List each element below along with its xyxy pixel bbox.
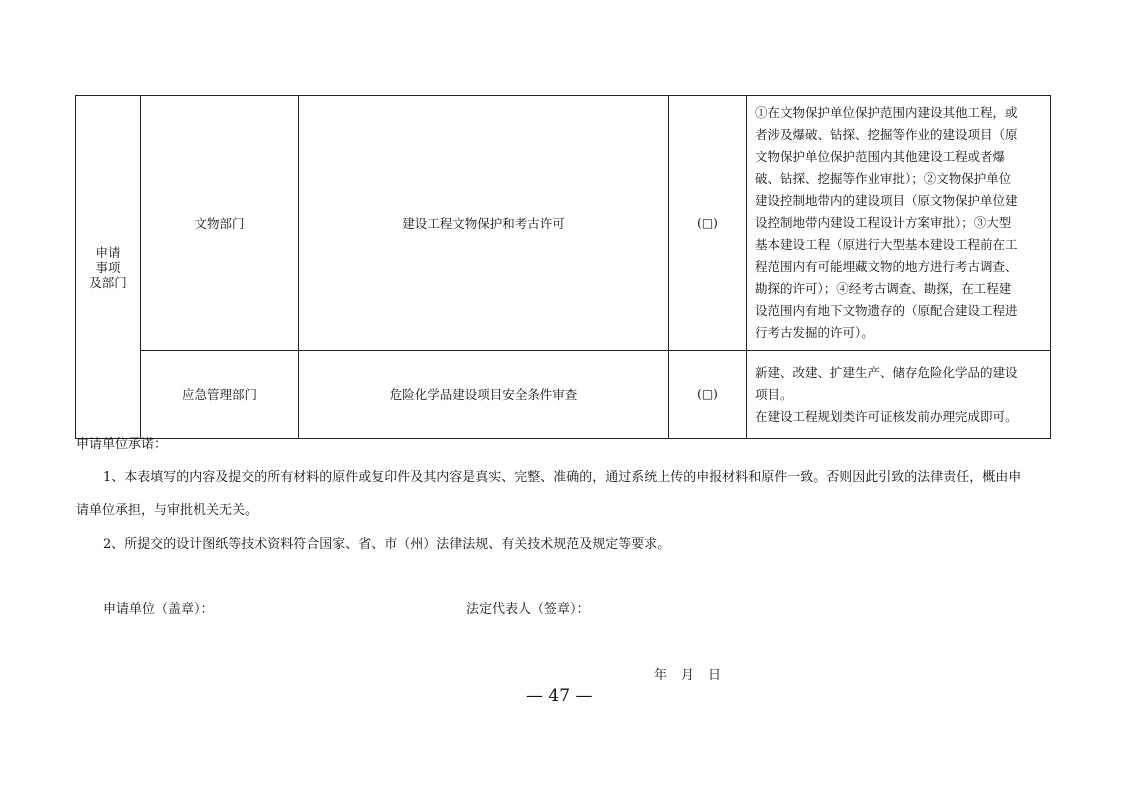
category-line: 事项 [95,259,121,275]
description-line: 设范围内有地下文物遗存的（原配合建设工程进 [755,303,1018,318]
description-line: 项目。 [755,386,793,402]
table-row [76,351,1051,439]
description-cell [747,351,1051,439]
applicant-seal-label: 申请单位（盖章）： [103,602,214,617]
checkbox[interactable]: (□) [669,351,747,439]
description-line: 勘探的许可）；④经考古调查、勘探，在工程建 [755,281,1012,296]
application-table [75,95,1051,439]
day-label: 日 [708,668,722,683]
description-line: 基本建设工程（原进行大型基本建设工程前在工 [755,237,1018,252]
item-cell: 危险化学品建设项目安全条件审查 [299,351,669,439]
description-line: 破、钻探、挖掘等作业审批）；②文物保护单位 [755,171,1012,186]
description-line: 行考古发掘的许可）。 [755,325,874,340]
page-number: — 47 — [526,686,593,706]
table-row [76,96,1051,351]
category-line: 及部门 [89,274,127,290]
commitment-title: 申请单位承诺： [76,437,168,452]
department-cell: 文物部门 [141,96,299,351]
description-line: 文物保护单位保护范围内其他建设工程或者爆 [755,149,1006,164]
description-cell [747,96,1051,351]
description-line: 新建、改建、扩建生产、储存危险化学品的建设 [755,364,1018,380]
legal-representative-label: 法定代表人（签章）： [466,602,590,617]
description-line: ①在文物保护单位保护范围内建设其他工程，或 [755,105,1018,120]
description-line: 建设控制地带内的建设项目（原文物保护单位建 [755,193,1018,208]
category-cell [76,96,141,439]
description-line: 在建设工程规划类许可证核发前办理完成即可。 [755,408,1018,424]
commitment-item-2: 2、所提交的设计图纸等技术资料符合国家、省、市（州）法律法规、有关技术规范及规定等要求。 [103,537,671,552]
commitment-item-1-continued: 请单位承担，与审批机关无关。 [76,503,259,518]
year-label: 年 [654,668,668,683]
department-cell: 应急管理部门 [141,351,299,439]
description-line: 设控制地带内建设工程设计方案审批）；③大型 [755,215,1012,230]
description-line: 者涉及爆破、钻探、挖掘等作业的建设项目（原 [755,127,1018,142]
month-label: 月 [681,668,695,683]
commitment-item-1: 1、本表填写的内容及提交的所有材料的原件或复印件及其内容是真实、完整、准确的，通过系统上传的申报材料和原件一致。否则因此引致的法律责任，概由申 [103,470,1022,485]
checkbox[interactable]: (□) [669,96,747,351]
date-line [654,664,721,683]
category-line: 申请 [95,244,121,260]
item-cell: 建设工程文物保护和考古许可 [299,96,669,351]
description-line: 程范围内有可能埋藏文物的地方进行考古调查、 [755,259,1018,274]
